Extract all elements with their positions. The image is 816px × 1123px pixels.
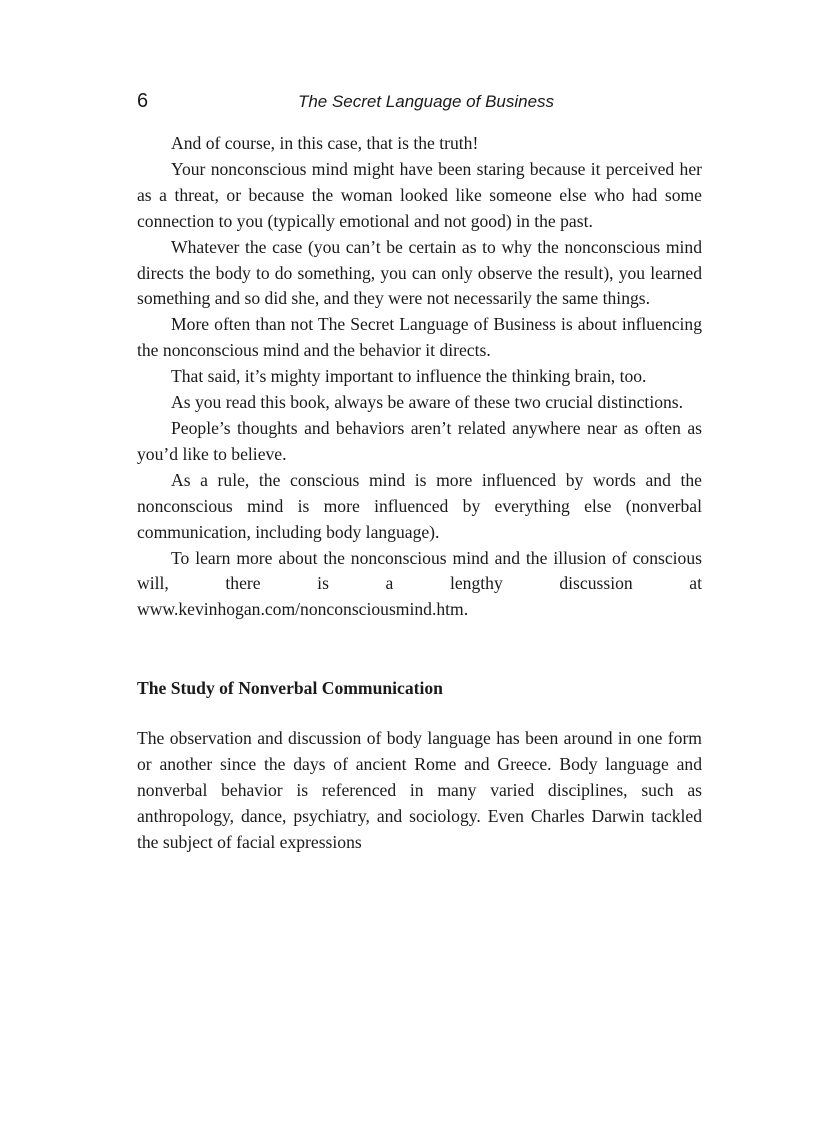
paragraph: That said, it’s mighty important to influence the thinking brain, too. [171, 366, 647, 387]
paragraph: As you read this book, always be aware of these two crucial distinctions. [171, 392, 684, 413]
running-head [137, 88, 703, 116]
section-heading: The Study of Nonverbal Communication [137, 678, 443, 699]
paragraph: As a rule, the conscious mind is more influenced by words and the nonconscious mind is more influenced by everything else (nonverbal communication, including body language). [137, 469, 702, 542]
paragraph: People’s thoughts and behaviors aren’t related anywhere near as often as you’d like to believe. [137, 417, 702, 464]
paragraph: And of course, in this case, that is the truth! [171, 133, 479, 153]
body-text [137, 131, 702, 856]
paragraph: Your nonconscious mind might have been staring because it perceived her as a threat, or because the woman looked like someone else who had some connection to you (typically emotional and not good) in the past. [137, 158, 702, 231]
paragraph: Whatever the case (you can’t be certain as to why the nonconscious mind directs the body to do something, you can only observe the result), you learned something and so did she, and they were not necessarily the same things. [137, 236, 702, 309]
section-paragraph: The observation and discussion of body language has been around in one form or another since the days of ancient Rome and Greece. Body language and nonverbal behavior is referenced in many varied disciplines, such as anthropology, dance, psychiatry, and sociology. Even Charles Darwin tackled the subject of facial expressions [137, 728, 702, 852]
running-title: The Secret Language of Business [297, 92, 555, 111]
paragraph: To learn more about the nonconscious mind and the illusion of conscious will, there is a lengthy discussion at www.kevinhogan.com/nonconsciousmind.htm. [137, 547, 702, 620]
page-number: 6 [137, 90, 149, 112]
paragraph: More often than not The Secret Language of Business is about influencing the nonconscious mind and the behavior it directs. [137, 314, 702, 361]
